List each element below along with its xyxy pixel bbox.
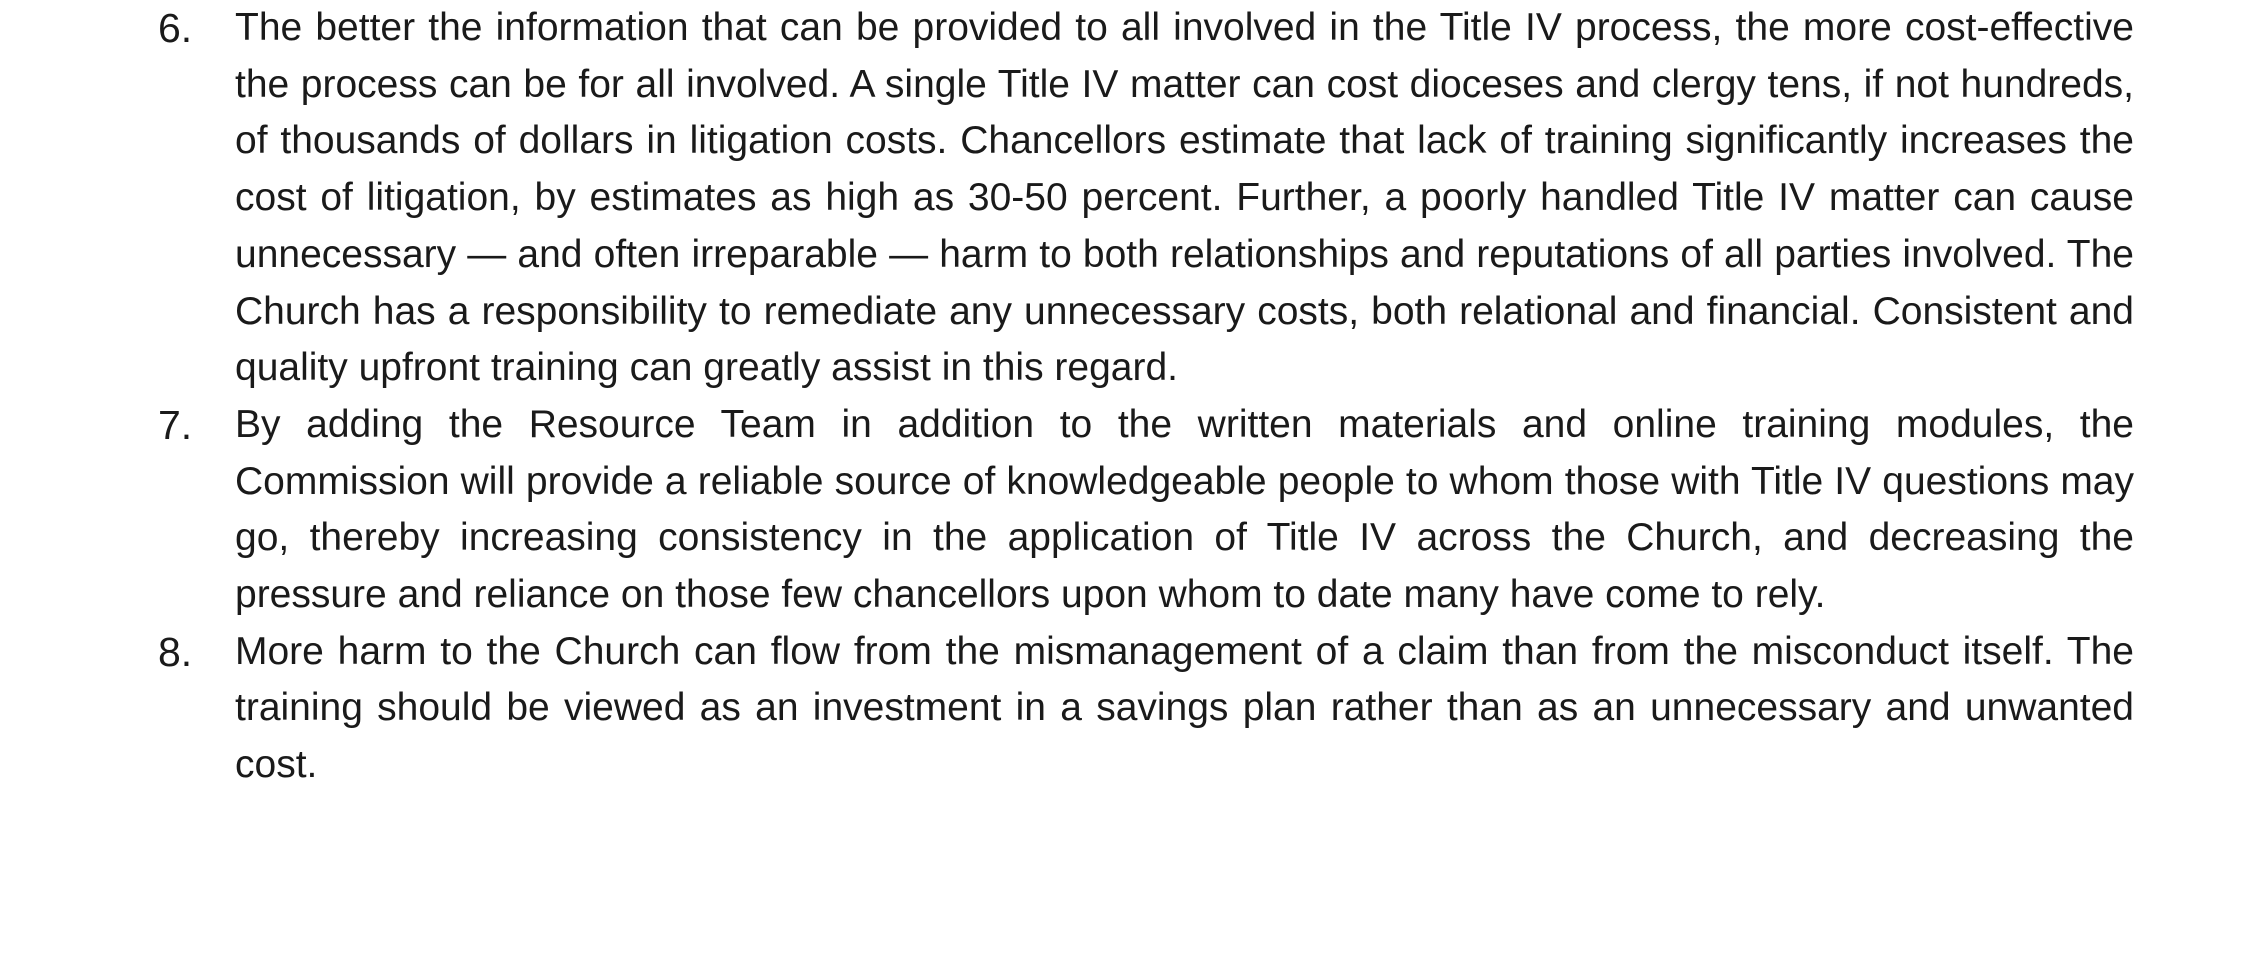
item-number: 6. — [158, 5, 193, 51]
list-item — [158, 0, 2134, 397]
item-number: 8. — [158, 628, 193, 675]
item-text: The better the information that can be provided to all involved in the Title IV process, the more cost-effective the process can be for all involved. A single Title IV matter can cost dioceses and clergy tens, if not hundreds, of thousands of dollars in litigation costs. Chancellors estimate that lack of training significantly increases the cost of litigation, by estimates as high as 30-50 percent. Further, a poorly handled Title IV matter can cause unnecessary — and often irreparable — harm to both relationships and reputations of all parties involved. The Church has a responsibility to remediate any unnecessary costs, both relational and financial. Consistent and quality upfront training can greatly assist in this regard. — [235, 6, 2134, 390]
item-number: 7. — [158, 401, 193, 448]
numbered-list — [158, 0, 2134, 794]
item-text: By adding the Resource Team in addition to the written materials and online training modules, the Commission will provide a reliable source of knowledgeable people to whom those with Title IV questions may go, thereby increasing consistency in the application of Title IV across the Church, and decreasing the pressure and reliance on those few chancellors upon whom to date many have come to rely. — [235, 402, 2134, 617]
list-item — [158, 397, 2134, 624]
item-text: More harm to the Church can flow from the mismanagement of a claim than from the misconduct itself. The training should be viewed as an investment in a savings plan rather than as an unnecessary and unwanted cost. — [235, 629, 2134, 787]
list-item — [158, 624, 2134, 794]
